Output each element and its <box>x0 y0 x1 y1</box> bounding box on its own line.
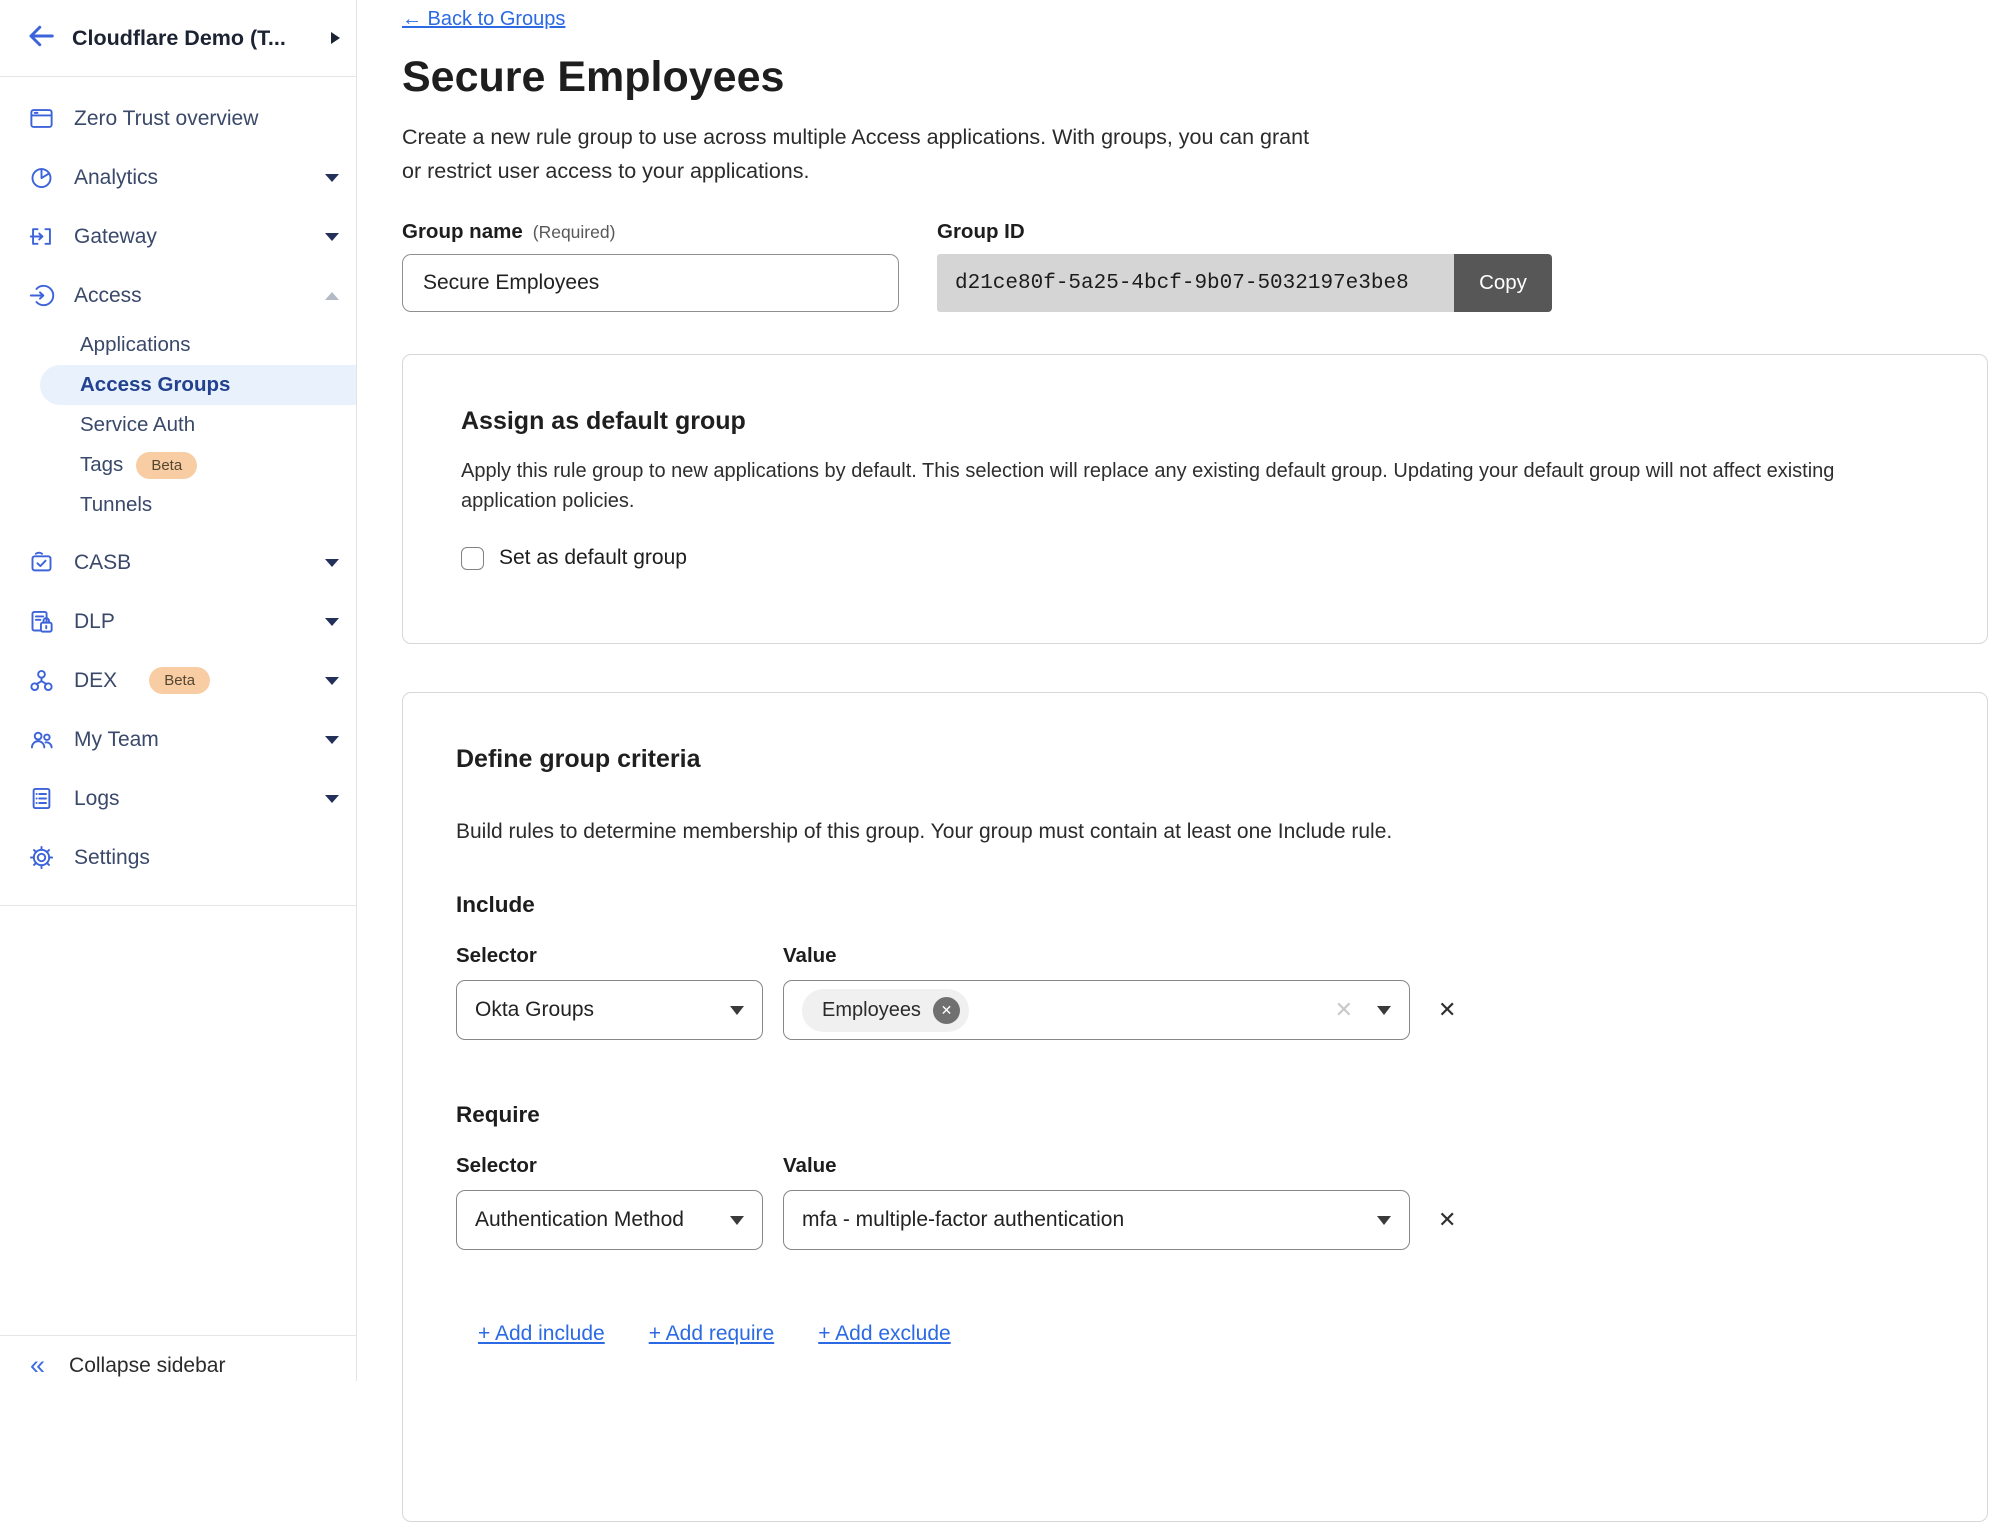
sidebar-item-label: Tags <box>80 453 124 476</box>
analytics-pie-icon <box>28 164 55 191</box>
group-id-field-group <box>937 220 1552 312</box>
value-tag-label: Employees <box>822 998 921 1021</box>
page-description-line: or restrict user access to your applications. <box>402 159 810 183</box>
dlp-document-lock-icon <box>28 608 55 635</box>
include-value-label: Value <box>783 944 837 967</box>
overview-window-icon <box>28 105 55 132</box>
sidebar-item-access[interactable] <box>0 266 356 325</box>
sidebar-item-label: Settings <box>74 845 150 869</box>
chevron-down-icon <box>325 559 339 567</box>
criteria-card-title: Define group criteria <box>456 745 701 773</box>
collapse-sidebar-button[interactable] <box>0 1335 356 1381</box>
sidebar-item-label: DEX <box>74 668 118 692</box>
include-heading: Include <box>456 892 535 917</box>
require-selector-value: Authentication Method <box>475 1208 684 1231</box>
team-people-icon <box>28 726 55 753</box>
sidebar-item-label: Service Auth <box>80 413 196 436</box>
sidebar-item-label: Logs <box>74 786 120 810</box>
sidebar-item-casb[interactable] <box>0 533 356 592</box>
sidebar-item-label: My Team <box>74 727 159 751</box>
sidebar-item-my-team[interactable] <box>0 710 356 769</box>
remove-tag-icon[interactable]: ✕ <box>933 997 960 1024</box>
value-tag-employees <box>802 989 969 1032</box>
beta-badge: Beta <box>136 452 197 479</box>
chevron-down-icon <box>325 618 339 626</box>
chevron-down-icon <box>1377 1216 1391 1225</box>
require-rule-row <box>456 1190 1987 1250</box>
default-group-card <box>402 354 1988 644</box>
collapse-chevrons-icon: « <box>30 1350 46 1380</box>
sidebar-item-label: Gateway <box>74 224 157 248</box>
group-name-label: Group name <box>402 220 523 243</box>
sidebar-item-settings[interactable] <box>0 828 356 887</box>
group-id-value: d21ce80f-5a25-4bcf-9b07-5032197e3be8 <box>937 254 1454 312</box>
add-exclude-link[interactable]: + Add exclude <box>818 1322 951 1345</box>
sidebar-item-label: DLP <box>74 609 115 633</box>
back-arrow-icon[interactable] <box>26 21 56 56</box>
main-content <box>357 0 1999 1381</box>
casb-icon <box>28 549 55 576</box>
sidebar-item-tunnels[interactable] <box>0 485 356 525</box>
default-group-description-line: Apply this rule group to new applications by default. This selection will replace any existing default group. Updating your default group will not affect existing <box>461 460 1835 482</box>
page-description-line: Create a new rule group to use across multiple Access applications. With groups, you can grant <box>402 125 1310 149</box>
dex-network-icon <box>28 667 55 694</box>
sidebar-item-gateway[interactable] <box>0 207 356 266</box>
chevron-down-icon <box>730 1216 744 1225</box>
chevron-down-icon <box>325 677 339 685</box>
include-value-combobox[interactable] <box>783 980 1410 1040</box>
sidebar-item-dex[interactable] <box>0 651 356 710</box>
account-header <box>0 0 356 77</box>
require-value-label: Value <box>783 1154 837 1177</box>
sidebar-item-label: CASB <box>74 550 132 574</box>
sidebar-item-zero-trust-overview[interactable] <box>0 89 356 148</box>
add-include-link[interactable]: + Add include <box>478 1322 605 1345</box>
sidebar-item-label: Tunnels <box>80 493 153 516</box>
page-title: Secure Employees <box>402 53 785 101</box>
sidebar-item-logs[interactable] <box>0 769 356 828</box>
default-group-card-description <box>461 456 1927 516</box>
sidebar <box>0 0 357 1381</box>
account-switcher-caret-icon[interactable] <box>331 32 340 44</box>
sidebar-item-label: Zero Trust overview <box>74 106 259 130</box>
default-group-card-title: Assign as default group <box>461 407 746 435</box>
sidebar-item-dlp[interactable] <box>0 592 356 651</box>
group-id-label: Group ID <box>937 220 1025 243</box>
require-heading: Require <box>456 1102 540 1127</box>
require-selector-dropdown[interactable] <box>456 1190 763 1250</box>
clear-values-icon[interactable]: ✕ <box>1334 997 1353 1022</box>
require-value-dropdown[interactable] <box>783 1190 1410 1250</box>
add-require-link[interactable]: + Add require <box>648 1322 775 1345</box>
gateway-icon <box>28 223 55 250</box>
account-title: Cloudflare Demo (T... <box>72 25 286 50</box>
chevron-down-icon <box>325 795 339 803</box>
criteria-card-description: Build rules to determine membership of this group. Your group must contain at least one Include rule. <box>456 820 1393 843</box>
sidebar-item-access-groups[interactable] <box>40 365 356 405</box>
back-to-groups-link[interactable]: ← Back to Groups <box>402 8 566 30</box>
sidebar-item-applications[interactable] <box>0 325 356 365</box>
sidebar-item-label: Access Groups <box>80 373 231 396</box>
remove-require-rule-icon[interactable]: ✕ <box>1438 1207 1457 1232</box>
beta-badge: Beta <box>149 667 210 694</box>
access-login-icon <box>28 282 55 309</box>
set-default-group-checkbox[interactable] <box>461 547 484 570</box>
default-group-description-line: application policies. <box>461 490 635 512</box>
group-name-input[interactable] <box>402 254 899 312</box>
sidebar-item-label: Access <box>74 283 142 307</box>
chevron-up-icon <box>325 292 339 300</box>
chevron-down-icon <box>1377 1006 1391 1015</box>
group-name-field-group <box>402 220 899 312</box>
page-description <box>402 120 1999 188</box>
chevron-down-icon <box>325 174 339 182</box>
remove-include-rule-icon[interactable]: ✕ <box>1438 997 1457 1022</box>
sidebar-item-tags[interactable] <box>0 445 356 485</box>
sidebar-divider <box>0 905 356 906</box>
chevron-down-icon <box>325 736 339 744</box>
chevron-down-icon <box>730 1006 744 1015</box>
required-hint: (Required) <box>532 222 616 242</box>
sidebar-item-label: Analytics <box>74 165 159 189</box>
include-selector-dropdown[interactable] <box>456 980 763 1040</box>
logs-document-icon <box>28 785 55 812</box>
require-selector-label: Selector <box>456 1154 537 1177</box>
include-selector-value: Okta Groups <box>475 998 595 1021</box>
gear-icon <box>28 844 55 871</box>
chevron-down-icon <box>325 233 339 241</box>
include-selector-label: Selector <box>456 944 537 967</box>
sidebar-item-analytics[interactable] <box>0 148 356 207</box>
include-rule-row <box>456 980 1987 1040</box>
require-value-text: mfa - multiple-factor authentication <box>802 1208 1125 1231</box>
criteria-card <box>402 692 1988 1522</box>
collapse-label: Collapse sidebar <box>69 1353 226 1377</box>
sidebar-item-service-auth[interactable] <box>0 405 356 445</box>
set-default-group-label: Set as default group <box>499 546 687 569</box>
sidebar-item-label: Applications <box>80 333 191 356</box>
copy-button[interactable]: Copy <box>1454 254 1552 312</box>
